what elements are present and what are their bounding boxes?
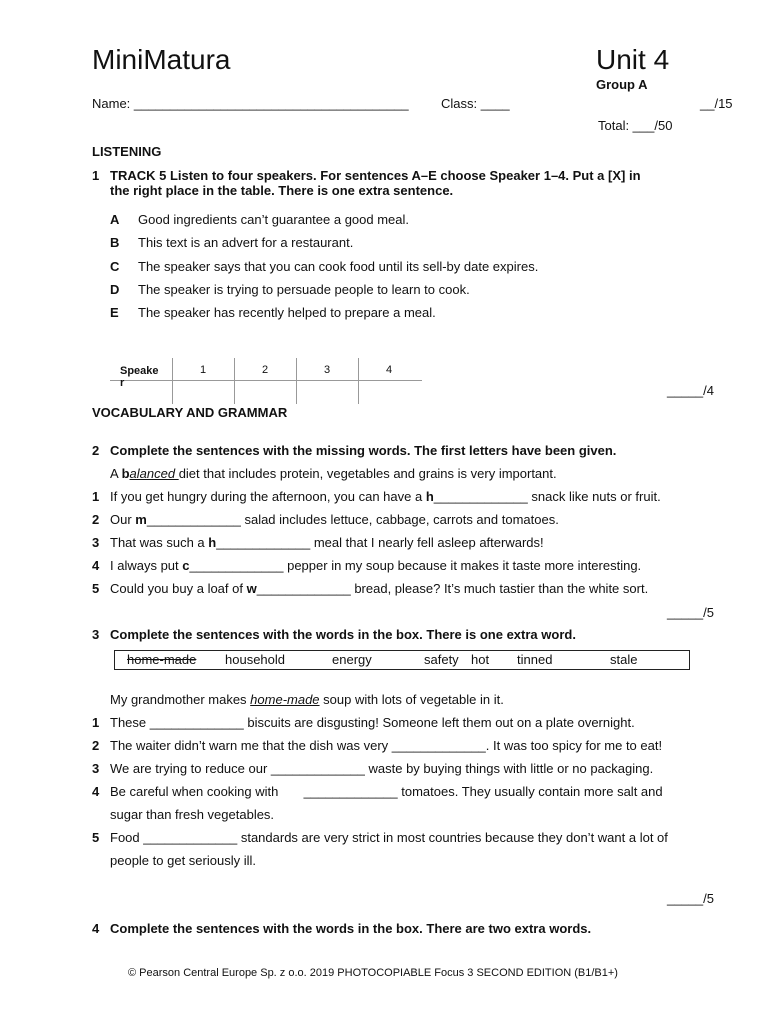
word-box-item: energy xyxy=(332,652,372,667)
question-number: 1 xyxy=(92,168,100,183)
question-instruction: TRACK 5 Listen to four speakers. For sentences A–E choose Speaker 1–4. Put a [X] in xyxy=(110,168,641,183)
example-text: My grandmother makes xyxy=(110,692,251,707)
answer-cell-1[interactable] xyxy=(173,381,233,403)
first-letter: c xyxy=(182,558,190,573)
answer-cell-2[interactable] xyxy=(235,381,295,403)
question-number: 4 xyxy=(92,921,100,936)
item-text: These _____________ biscuits are disgusting! Someone left them out on a plate overnight. xyxy=(110,715,635,730)
first-letter: h xyxy=(425,489,434,504)
item-number: 3 xyxy=(92,535,100,550)
question-number: 2 xyxy=(92,443,100,458)
table-header-1: 1 xyxy=(200,364,207,376)
word-box xyxy=(114,650,690,670)
item-number: 4 xyxy=(92,784,100,799)
item-text: Could you buy a loaf of xyxy=(110,581,247,596)
question-instruction: Complete the sentences with the missing words. The first letters have been given. xyxy=(110,443,617,458)
vocab-heading: VOCABULARY AND GRAMMAR xyxy=(92,405,288,420)
item-text: The waiter didn’t warn me that the dish was very _____________. It was too spicy for me to eat! xyxy=(110,738,663,753)
item-number: 5 xyxy=(92,581,100,596)
q3-score: _____/5 xyxy=(667,891,714,906)
option-letter: C xyxy=(110,259,120,274)
question-number: 3 xyxy=(92,627,100,642)
example-first-letter: b xyxy=(121,466,130,481)
option-text: This text is an advert for a restaurant. xyxy=(138,235,354,250)
question-instruction: Complete the sentences with the words in the box. There is one extra word. xyxy=(110,627,576,642)
option-letter: B xyxy=(110,235,120,250)
item-number: 1 xyxy=(92,489,100,504)
item-text: I always put xyxy=(110,558,183,573)
item-text: Be careful when cooking with _____________ tomatoes. They usually contain more salt and xyxy=(110,784,663,799)
item-text: Food _____________ standards are very strict in most countries because they don’t want a lot of xyxy=(110,830,668,845)
group-label: Group A xyxy=(596,77,648,92)
word-box-item: home-made xyxy=(127,652,197,667)
example-text: A xyxy=(110,466,122,481)
example-answer: alanced xyxy=(129,466,179,481)
option-letter: E xyxy=(110,305,119,320)
option-text: The speaker says that you can cook food until its sell-by date expires. xyxy=(138,259,539,274)
item-number: 3 xyxy=(92,761,100,776)
q3-example xyxy=(110,692,504,707)
answer-cell-3[interactable] xyxy=(297,381,357,403)
item-text: Our xyxy=(110,512,136,527)
table-header-2: 2 xyxy=(262,364,269,376)
total-score: Total: ___/50 xyxy=(598,118,673,133)
option-text: The speaker is trying to persuade people to learn to cook. xyxy=(138,282,470,297)
copyright-footer: © Pearson Central Europe Sp. z o.o. 2019 PHOTOCOPIABLE Focus 3 SECOND EDITION (B1/B1+) xyxy=(128,967,618,979)
item-text: _____________ bread, please? It’s much tastier than the white sort. xyxy=(256,581,649,596)
option-text: Good ingredients can’t guarantee a good meal. xyxy=(138,212,410,227)
table-row-label-cont: r xyxy=(120,377,125,389)
table-header-3: 3 xyxy=(324,364,331,376)
item-text: _____________ salad includes lettuce, cabbage, carrots and tomatoes. xyxy=(146,512,559,527)
word-box-item: stale xyxy=(610,652,638,667)
q3-item-4-cont: sugar than fresh vegetables. xyxy=(110,807,275,822)
item-text: _____________ snack like nuts or fruit. xyxy=(433,489,661,504)
q3-item-5-cont: people to get seriously ill. xyxy=(110,853,256,868)
first-letter: m xyxy=(135,512,147,527)
option-letter: A xyxy=(110,212,120,227)
name-field-label: Name: ______________________________________ xyxy=(92,96,409,111)
option-letter: D xyxy=(110,282,120,297)
word-box-item: tinned xyxy=(517,652,553,667)
class-field-label: Class: ____ xyxy=(441,96,510,111)
listening-heading: LISTENING xyxy=(92,144,162,159)
item-number: 4 xyxy=(92,558,100,573)
answer-cell-4[interactable] xyxy=(359,381,419,403)
question-instruction: Complete the sentences with the words in the box. There are two extra words. xyxy=(110,921,592,936)
section-score: __/15 xyxy=(700,96,733,111)
table-header-4: 4 xyxy=(386,364,393,376)
first-letter: w xyxy=(246,581,257,596)
question-instruction-cont: the right place in the table. There is one extra sentence. xyxy=(110,183,454,198)
example-text: soup with lots of vegetable in it. xyxy=(319,692,504,707)
item-text: That was such a xyxy=(110,535,209,550)
word-box-item: household xyxy=(225,652,285,667)
word-box-item: safety xyxy=(424,652,459,667)
item-text: We are trying to reduce our _____________ waste by buying things with little or no packaging. xyxy=(110,761,654,776)
item-number: 5 xyxy=(92,830,100,845)
q2-score: _____/5 xyxy=(667,605,714,620)
item-number: 1 xyxy=(92,715,100,730)
item-number: 2 xyxy=(92,738,100,753)
item-text: If you get hungry during the afternoon, you can have a xyxy=(110,489,426,504)
item-number: 2 xyxy=(92,512,100,527)
table-row-label: Speake xyxy=(120,365,159,377)
q2-example xyxy=(110,466,557,481)
unit-label: Unit 4 xyxy=(596,44,670,75)
first-letter: h xyxy=(208,535,217,550)
listening-score: _____/4 xyxy=(667,383,714,398)
option-text: The speaker has recently helped to prepare a meal. xyxy=(138,305,436,320)
word-box-item: hot xyxy=(471,652,490,667)
example-answer: home-made xyxy=(250,692,320,707)
item-text: _____________ meal that I nearly fell asleep afterwards! xyxy=(216,535,544,550)
speaker-table xyxy=(110,358,422,404)
example-text: diet that includes protein, vegetables and grains is very important. xyxy=(178,466,557,481)
worksheet-title: MiniMatura xyxy=(92,44,231,75)
item-text: _____________ pepper in my soup because it makes it taste more interesting. xyxy=(189,558,642,573)
